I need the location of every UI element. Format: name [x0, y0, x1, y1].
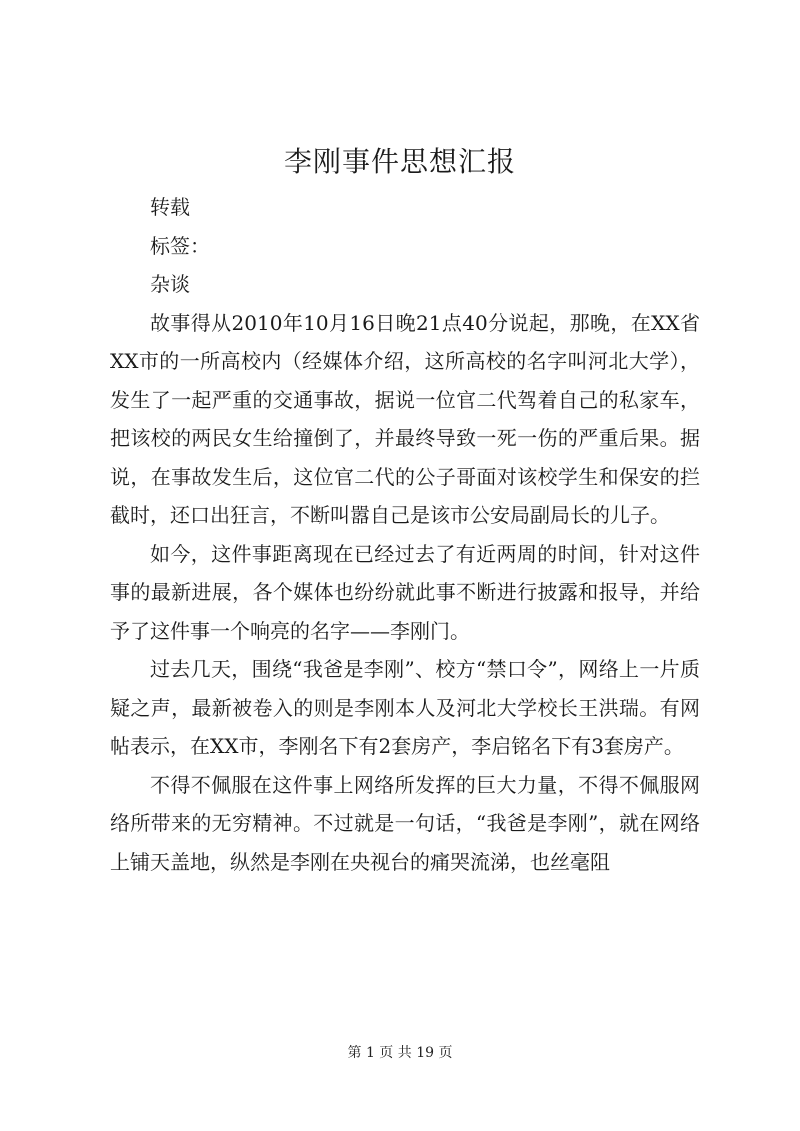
paragraph: 如今，这件事距离现在已经过去了有近两周的时间，针对这件事的最新进展，各个媒体也纷纷就此事不断进行披露和报导，并给予了这件事一个响亮的名字——李刚门。 — [110, 541, 700, 643]
paragraph: 不得不佩服在这件事上网络所发挥的巨大力量，不得不佩服网络所带来的无穷精神。不过就是一句话，“我爸是李刚”，就在网络上铺天盖地，纵然是李刚在央视台的痛哭流涕，也丝毫阻 — [110, 772, 700, 874]
page-footer: 第 1 页 共 19 页 — [347, 1045, 453, 1061]
meta-tags-label: 标签： — [150, 233, 210, 258]
paragraph: 过去几天，围绕“我爸是李刚”、校方“禁口令”，网络上一片质疑之声，最新被卷入的则是李刚本人及河北大学校长王洪瑞。有网帖表示，在XX市，李刚名下有2套房产，李启铭名下有3套房产。 — [110, 657, 700, 758]
document-body — [110, 188, 700, 881]
meta-tag-misc: 杂谈 — [150, 272, 190, 296]
document-title: 李刚事件思想汇报 — [283, 145, 516, 178]
meta-repost: 转载 — [150, 195, 190, 219]
paragraph: 故事得从2010年10月16日晚21点40分说起，那晚，在XX省XX市的一所高校内（经媒体介绍，这所高校的名字叫河北大学），发生了一起严重的交通事故，据说一位官二代驾着自己的私家车，把该校的两民女生给撞倒了，并最终导致一死一伤的严重后果。据说，在事故发生后，这位官二代的公子哥面对该校学生和保安的拦截时，还口出狂言，不断叫嚣自己是该市公安局副局长的儿子。 — [110, 310, 700, 527]
